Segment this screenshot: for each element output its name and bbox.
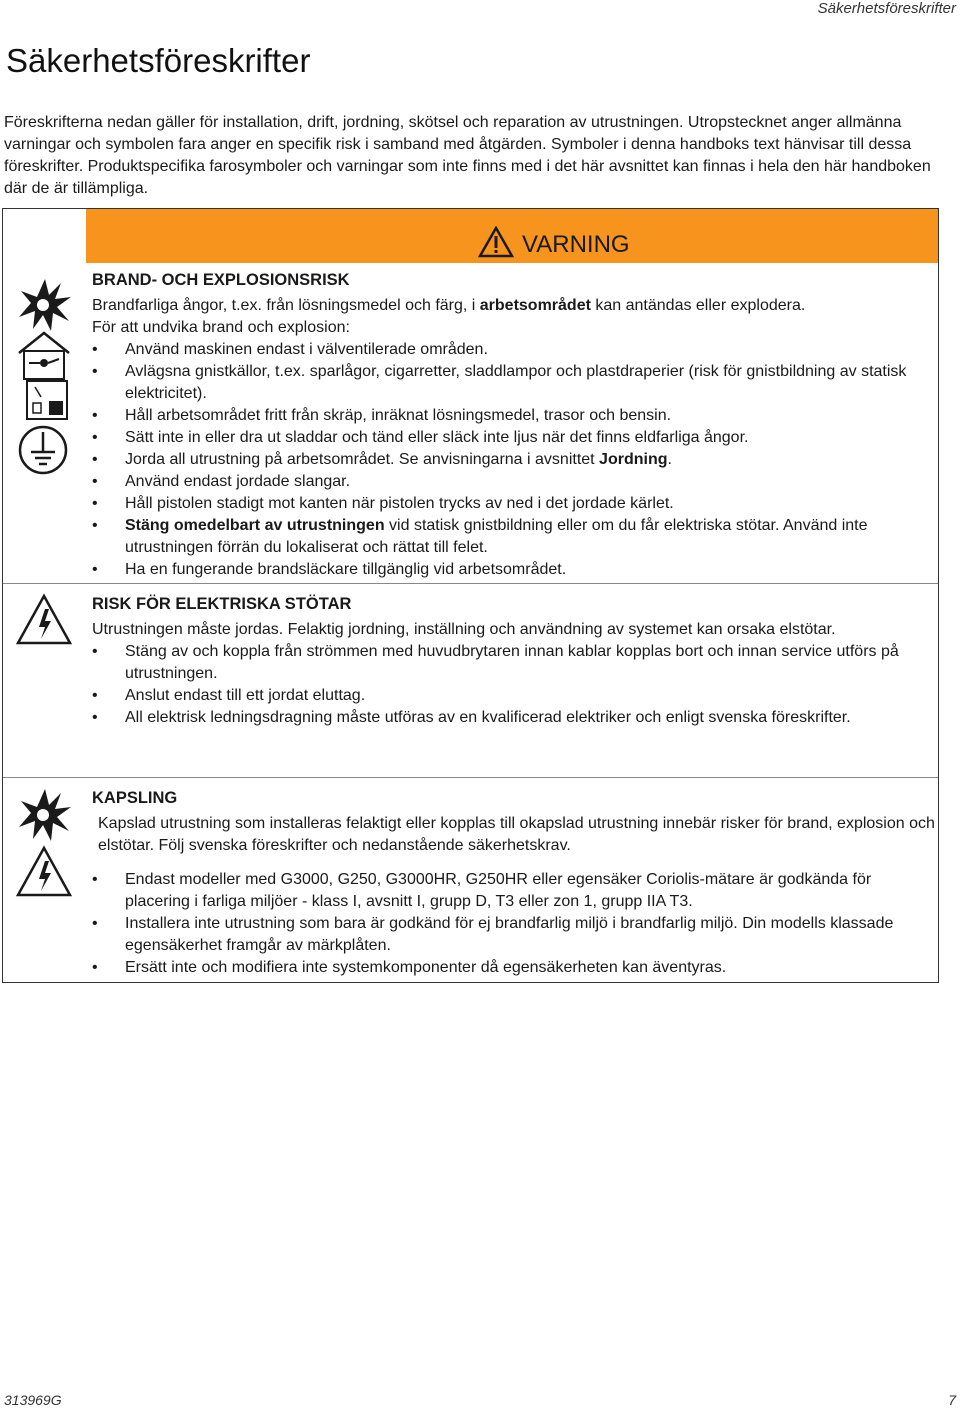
- section-divider: [3, 777, 938, 778]
- section-lead: Kapslad utrustning som installeras felaktigt eller kopplas till okapslad utrustning innebär risker för brand, explosion och elstötar. Följ svenska föreskrifter och nedanstående säkerhetskrav.: [98, 815, 935, 854]
- intro-paragraph: Föreskrifterna nedan gäller för installation, drift, jordning, skötsel och reparation av utrustningen. Utropstecknet anger allmänna varningar och symbolen fara anger en specifik risk i samband med åtgärden. Symboler i denna handboks text hänvisar till dessa föreskrifter. Produktspecifika farosymboler och varningar som inte finns med i det här avsnittet kan finnas i hela den här handboken där de är tillämpliga.: [4, 114, 931, 197]
- warning-header-bar: [86, 209, 938, 263]
- document-number: 313969G: [4, 1392, 62, 1408]
- section-lead: Utrustningen måste jordas. Felaktig jordning, inställning och användning av systemet kan orsaka elstötar.: [92, 621, 836, 638]
- bullet-list: [92, 641, 937, 729]
- section-subtitle: För att undvika brand och explosion:: [92, 319, 350, 336]
- warning-box: [2, 208, 939, 983]
- list-item: • Håll pistolen stadigt mot kanten när pistolen trycks av ned i det jordade kärlet.: [92, 493, 937, 515]
- explosion-icon: [17, 277, 73, 333]
- spark-source-icon: [25, 379, 69, 421]
- section-divider: [3, 583, 938, 584]
- list-item: • Jorda all utrustning på arbetsområdet. Se anvisningarna i avsnittet Jordning.: [92, 449, 937, 471]
- list-item: • Använd endast jordade slangar.: [92, 471, 937, 493]
- page-title: Säkerhetsföreskrifter: [6, 42, 311, 79]
- electric-shock-icon: [15, 845, 73, 899]
- signal-word: VARNING: [522, 231, 630, 258]
- list-item: • Ersätt inte och modifiera inte systemkomponenter då egensäkerheten kan äventyras.: [92, 957, 937, 979]
- electric-shock-section: [92, 593, 937, 729]
- list-item: • Håll arbetsområdet fritt från skräp, inräknat lösningsmedel, trasor och bensin.: [92, 405, 937, 427]
- enclosure-section: [92, 787, 937, 979]
- list-item: • Stäng av och koppla från strömmen med huvudbrytaren innan kablar kopplas bort och innan service utförs på utrustningen.: [92, 641, 937, 685]
- list-item: • Sätt inte in eller dra ut sladdar och tänd eller släck inte ljus när det finns eldfarliga ångor.: [92, 427, 937, 449]
- electric-shock-icon: [15, 593, 73, 647]
- list-item: • Avlägsna gnistkällor, t.ex. sparlågor, cigarretter, sladdlampor och plastdraperier (risk för gnistbildning av statisk elektricitet).: [92, 361, 937, 405]
- page-number: 7: [948, 1392, 956, 1408]
- bullet-list: [92, 869, 937, 979]
- list-item: • Använd maskinen endast i välventilerade områden.: [92, 339, 937, 361]
- ground-icon: [17, 424, 69, 476]
- list-item: • Stäng omedelbart av utrustningen vid statisk gnistbildning eller om du får elektriska stötar. Använd inte utrustningen förrän du lokaliserat och rättat till felet.: [92, 515, 937, 559]
- explosion-icon: [17, 787, 73, 843]
- section-title: RISK FÖR ELEKTRISKA STÖTAR: [92, 595, 352, 613]
- list-item: • All elektrisk ledningsdragning måste utföras av en kvalificerad elektriker och enligt svenska föreskrifter.: [92, 707, 937, 729]
- list-item: • Ha en fungerande brandsläckare tillgänglig vid arbetsområdet.: [92, 559, 937, 581]
- house-fire-icon: [15, 329, 73, 383]
- section-title: KAPSLING: [92, 789, 178, 807]
- list-item: • Anslut endast till ett jordat eluttag.: [92, 685, 937, 707]
- list-item: • Installera inte utrustning som bara är godkänd för ej brandfarlig miljö i brandfarlig miljö. Din modells klassade egensäkerhet framgår av märkplåten.: [92, 913, 937, 957]
- running-header: Säkerhetsföreskrifter: [817, 0, 956, 17]
- list-item: • Endast modeller med G3000, G250, G3000HR, G250HR eller egensäker Coriolis-mätare är godkända för placering i farliga miljöer - klass I, avsnitt I, grupp D, T3 eller zon 1, grupp IIA T3.: [92, 869, 937, 913]
- exclamation-triangle-icon: [478, 226, 514, 258]
- bullet-list: [92, 339, 937, 581]
- section-title: BRAND- OCH EXPLOSIONSRISK: [92, 271, 350, 289]
- fire-explosion-section: [92, 269, 937, 581]
- section-lead: Brandfarliga ångor, t.ex. från lösningsmedel och färg, i arbetsområdet kan antändas eller explodera.: [92, 297, 806, 314]
